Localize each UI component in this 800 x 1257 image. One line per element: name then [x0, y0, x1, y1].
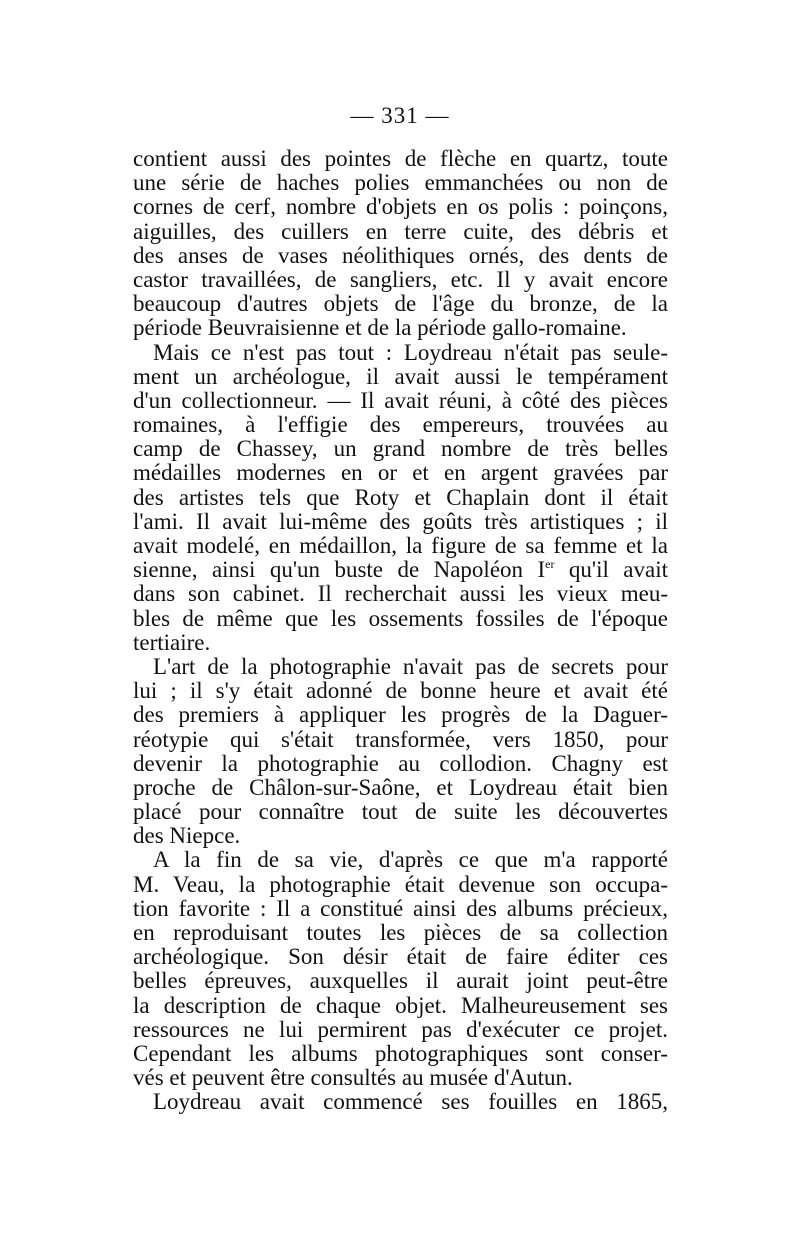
- text-line: l'ami. Il avait lui-même des goûts très artistiques ; il: [133, 508, 668, 534]
- text-line: proche de Châlon-sur-Saône, et Loydreau était bien: [133, 774, 668, 800]
- text-line: M. Veau, la photographie était devenue son occupa-: [133, 871, 668, 897]
- text-line: la description de chaque objet. Malheureusement ses: [133, 992, 668, 1018]
- body-text: [133, 147, 668, 1115]
- text-line: Cependant les albums photographiques sont conser-: [133, 1040, 668, 1066]
- text-line: vés et peuvent être consultés au musée d'Autun.: [133, 1065, 573, 1091]
- text-line: une série de haches polies emmanchées ou non de: [133, 170, 668, 196]
- text-line: réotypie qui s'était transformée, vers 1850, pour: [133, 726, 668, 752]
- text-line: devenir la photographie au collodion. Chagny est: [133, 750, 668, 776]
- text-line: dans son cabinet. Il recherchait aussi les vieux meu-: [133, 581, 668, 607]
- text-line: lui ; il s'y était adonné de bonne heure et avait été: [133, 678, 668, 704]
- text-line: archéologique. Son désir était de faire éditer ces: [133, 944, 668, 970]
- text-line: tion favorite : Il a constitué ainsi des albums précieux,: [133, 895, 668, 921]
- text-line: ment un archéologue, il avait aussi le tempérament: [133, 363, 668, 389]
- text-line: aiguilles, des cuillers en terre cuite, des débris et: [133, 218, 668, 244]
- text-line: d'un collectionneur. — Il avait réuni, à côté des pièces: [133, 387, 668, 413]
- text-line: avait modelé, en médaillon, la figure de sa femme et la: [133, 533, 668, 558]
- text-line: des anses de vases néolithiques ornés, des dents de: [133, 242, 668, 268]
- text-line: A la fin de sa vie, d'après ce que m'a rapporté: [153, 847, 668, 873]
- text-line: contient aussi des pointes de flèche en quartz, toute: [133, 146, 668, 171]
- page-number: — 331 —: [350, 103, 450, 128]
- text-line: placé pour connaître tout de suite les découvertes: [133, 799, 668, 825]
- text-line: romaines, à l'effigie des empereurs, trouvées au: [133, 412, 668, 438]
- text-line: sienne, ainsi qu'un buste de Napoléon Ier qu'il avait: [133, 557, 668, 583]
- text-line: période Beuvraisienne et de la période gallo-romaine.: [133, 315, 627, 341]
- text-line: médailles modernes en or et en argent gravées par: [133, 460, 668, 486]
- text-line: des premiers à appliquer les progrès de la Daguer-: [133, 702, 668, 728]
- text-line: cornes de cerf, nombre d'objets en os polis : poinçons,: [133, 194, 668, 220]
- text-line: en reproduisant toutes les pièces de sa collection: [133, 920, 668, 945]
- text-line: Mais ce n'est pas tout : Loydreau n'était pas seule-: [153, 339, 668, 365]
- text-line: bles de même que les ossements fossiles de l'époque: [133, 605, 668, 631]
- text-line: castor travaillées, de sangliers, etc. Il y avait encore: [133, 266, 668, 292]
- text-line: Loydreau avait commencé ses fouilles en 1865,: [153, 1089, 668, 1115]
- text-line: ressources ne lui permirent pas d'exécuter ce projet.: [133, 1016, 668, 1042]
- text-line: L'art de la photographie n'avait pas de secrets pour: [153, 653, 668, 679]
- text-line: des Niepce.: [133, 823, 241, 849]
- text-line: camp de Chassey, un grand nombre de très belles: [133, 436, 668, 462]
- text-line: beaucoup d'autres objets de l'âge du bronze, de la: [133, 291, 668, 317]
- text-line: des artistes tels que Roty et Chaplain dont il était: [133, 484, 668, 510]
- text-line: tertiaire.: [133, 629, 211, 655]
- text-line: belles épreuves, auxquelles il aurait joint peut-être: [133, 968, 668, 994]
